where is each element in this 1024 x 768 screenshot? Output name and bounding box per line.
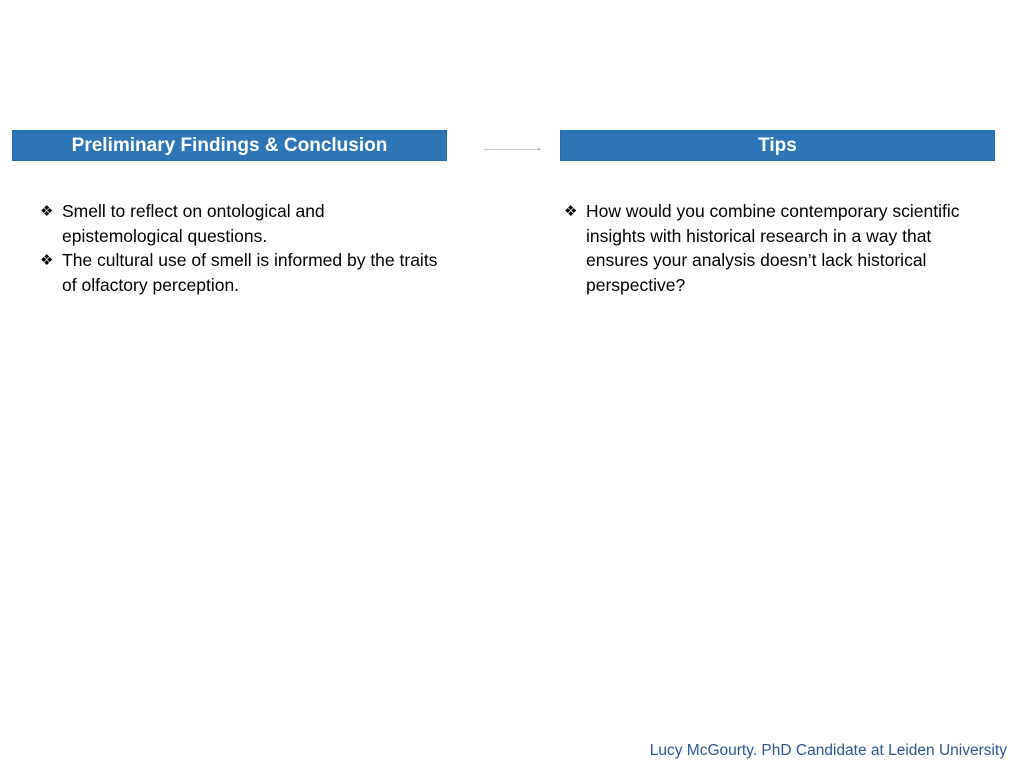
diamond-bullet-icon: ❖ — [40, 203, 54, 220]
left-bullet-list — [40, 199, 440, 297]
diamond-bullet-icon: ❖ — [564, 203, 578, 220]
list-item — [40, 248, 440, 297]
arrow-connector-icon — [484, 149, 540, 150]
left-panel-title: Preliminary Findings & Conclusion — [12, 130, 447, 161]
bullet-text: The cultural use of smell is informed by the traits of olfactory perception. — [62, 250, 438, 295]
diamond-bullet-icon: ❖ — [40, 252, 54, 270]
right-panel-title: Tips — [560, 130, 995, 161]
bullet-text: How would you combine contemporary scientific insights with historical research in a way that ensures your analysis doesn’t lack historical perspective? — [586, 201, 960, 295]
footer-credit: Lucy McGourty. PhD Candidate at Leiden University — [649, 742, 1007, 759]
list-item — [40, 199, 440, 248]
bullet-text: Smell to reflect on ontological and epistemological questions. — [62, 201, 325, 246]
right-bullet-list — [564, 199, 974, 297]
list-item — [564, 199, 974, 297]
